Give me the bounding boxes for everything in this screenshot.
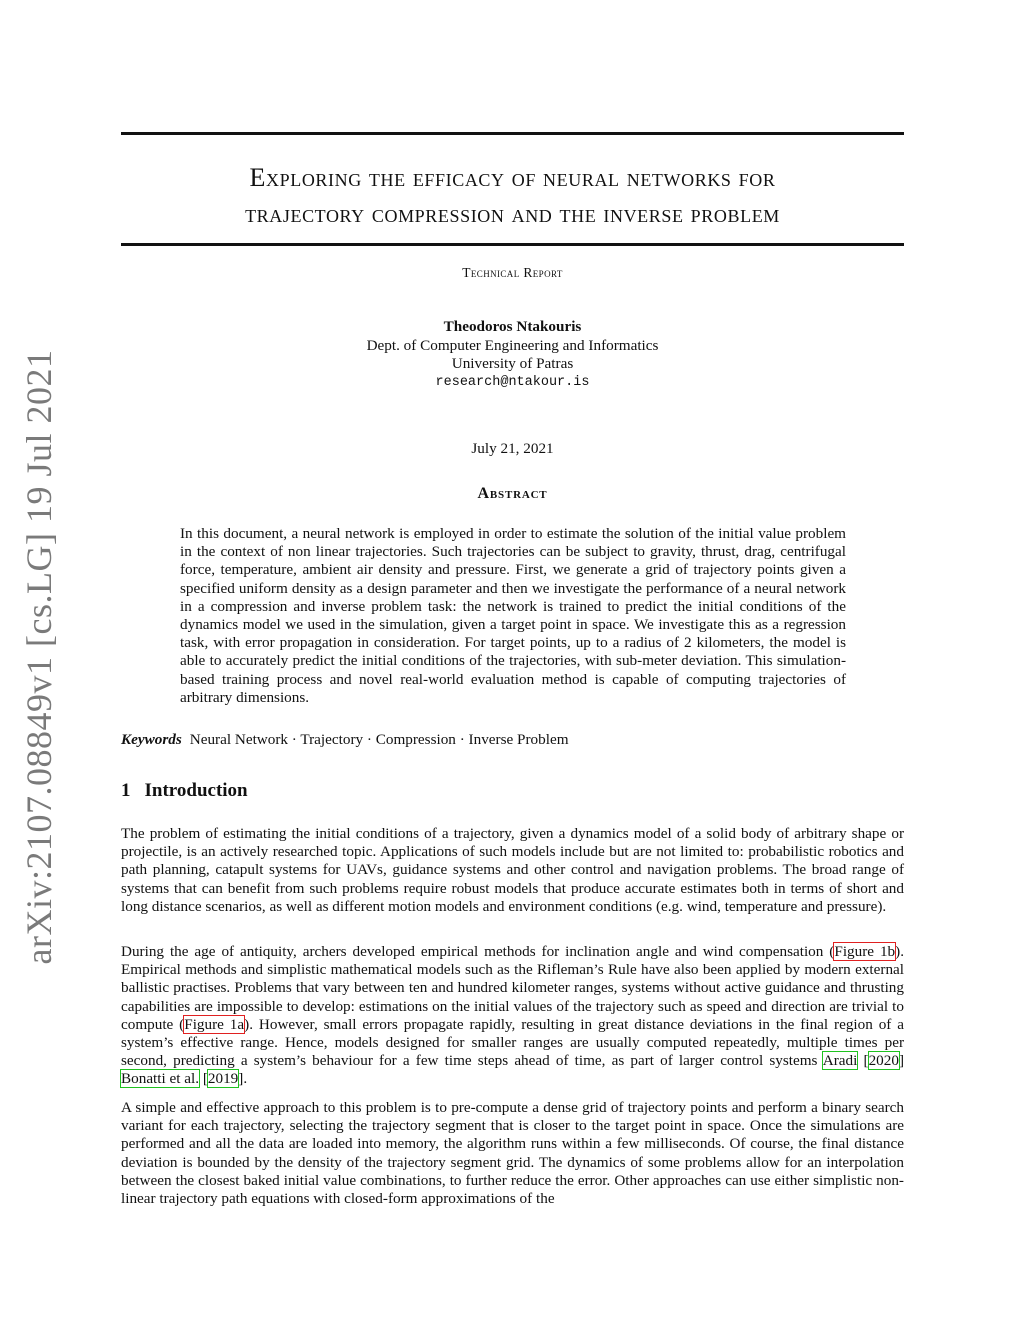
citation-aradi-year-link[interactable]: 2020 [868, 1052, 899, 1070]
section-heading-introduction [121, 780, 904, 802]
author-university: University of Patras [451, 355, 574, 372]
abstract-heading: Abstract [477, 485, 548, 502]
intro-paragraph-1: The problem of estimating the initial conditions of a trajectory, given a dynamics model of a solid body of arbitrary shape or projectile, is an actively researched topic. Applications of such models include but are not limited to: probabilistic robotics and path planning, catapult systems for UAVs, guidance systems and other control and navigation problems. The broad range of systems that can benefit from such problems require robust models that produce accurate estimates both in terms of short and long distance scenarios, as well as different motion models and environment conditions (e.g. wind, temperature and pressure). [121, 825, 904, 915]
keywords-list: Neural Network · Trajectory · Compression · Inverse Problem [189, 731, 569, 748]
arxiv-identifier [18, 349, 60, 965]
citation-bonatti-link[interactable]: Bonatti et al. [121, 1070, 200, 1088]
author-department: Dept. of Computer Engineering and Informatics [366, 336, 659, 354]
title-rule-bottom [121, 243, 904, 246]
arxiv-identifier-text: arXiv:2107.08849v1 [cs.LG] 19 Jul 2021 [19, 349, 59, 965]
intro-paragraph-2: During the age of antiquity, archers developed empirical methods for inclination angle and wind compensation (Figure 1b). Empirical methods and simplistic mathematical models such as the Rifleman’s Rule have also been applied by modern external ballistic practises. Problems that vary between ten and hundred kilometer ranges, systems without active guidance and thrusting capabilities are impossible to develop: estimations on the initial values of the trajectory such as speed and direction are trivial to compute (Figure 1a). However, small errors propagate rapidly, resulting in great distance deviations in the final region of a system’s effective range. Hence, models designed for smaller ranges are usually computed repeatedly, multiple times per second, predicting a system’s behaviour for a few time steps ahead of time, as part of larger control systems Aradi [2020] Bonatti et al. [2019]. [121, 943, 905, 1088]
intro-paragraph-3: A simple and effective approach to this problem is to pre-compute a dense grid of trajectory points and perform a binary search variant for each trajectory, selecting the trajectory segment that is closer to the target point in space. Once the simulations are performed and all the data are loaded into memory, the algorithm runs within a few milliseconds. Of course, the final distance deviation is bounded by the density of the trajectory segment grid. The dynamics of some problems allow for an interpolation between the closest baked initial value combinations, to further reduce the error. Other approaches can use either simplistic non-linear trajectory path equations with closed-form approximations of the [121, 1099, 904, 1208]
abstract-text: In this document, a neural network is employed in order to estimate the solution of the initial value problem in the context of non linear trajectories. Such trajectories can be subject to gravity, thrust, drag, centrifugal force, temperature, ambient air density and pressure. First, we generate a grid of trajectory points given a specified uniform density as a design parameter and then we investigate the performance of a neural network in a compression and inverse problem task: the network is trained to predict the initial conditions of the dynamics model we used in the simulation, given a target point in space. We investigate this as a regression task, with error propagation in consideration. For target points, up to a radius of 2 kilometers, the model is able to accurately predict the initial conditions of the trajectories, with sub-meter deviation. This simulation-based training process and novel real-world evaluation method is capable of computing trajectories of arbitrary dimensions. [180, 525, 846, 706]
author-block [121, 318, 904, 392]
author-name: Theodoros Ntakouris [443, 318, 582, 335]
paper-title-line-1: Exploring the efficacy of neural networks for [249, 163, 776, 192]
intro-p2-text-c: ). However, small errors propagate rapidly, resulting in great distance deviations in the final region of a system’s effective range. Hence, models designed for smaller ranges are usually computed repeatedly, multiple times per second, predicting a system’s behaviour for a few time steps ahead of time, as part of larger control systems [121, 1015, 904, 1070]
citation-bonatti-year-link[interactable]: 2019 [207, 1070, 239, 1088]
title-rule-top [121, 132, 904, 135]
paper-date: July 21, 2021 [471, 440, 554, 457]
paper-title [121, 160, 904, 232]
keywords-label: Keywords [121, 731, 182, 748]
section-number: 1 [121, 780, 131, 801]
intro-p2-text-b: ). Empirical methods and simplistic mathematical models such as the Rifleman’s Rule have also been applied by modern external ballistic practises. Problems that vary between ten and hundred kilometer ranges, systems without active guidance and thrusting capabilities are impossible to develop: estimations on the initial values of the trajectory such as speed and direction are trivial to compute ( [121, 943, 905, 1033]
author-email[interactable]: research@ntakour.is [435, 374, 590, 390]
keywords [121, 731, 904, 749]
citation-aradi-link[interactable]: Aradi [822, 1052, 858, 1070]
paper-title-line-2: trajectory compression and the inverse problem [245, 199, 780, 228]
report-type: Technical Report [462, 265, 563, 280]
section-title: Introduction [144, 780, 248, 801]
figure-1a-link[interactable]: Figure 1a [184, 1015, 245, 1033]
figure-1b-link[interactable]: Figure 1b [834, 943, 896, 960]
intro-p2-text-a: During the age of antiquity, archers developed empirical methods for inclination angle and wind compensation ( [121, 943, 835, 960]
